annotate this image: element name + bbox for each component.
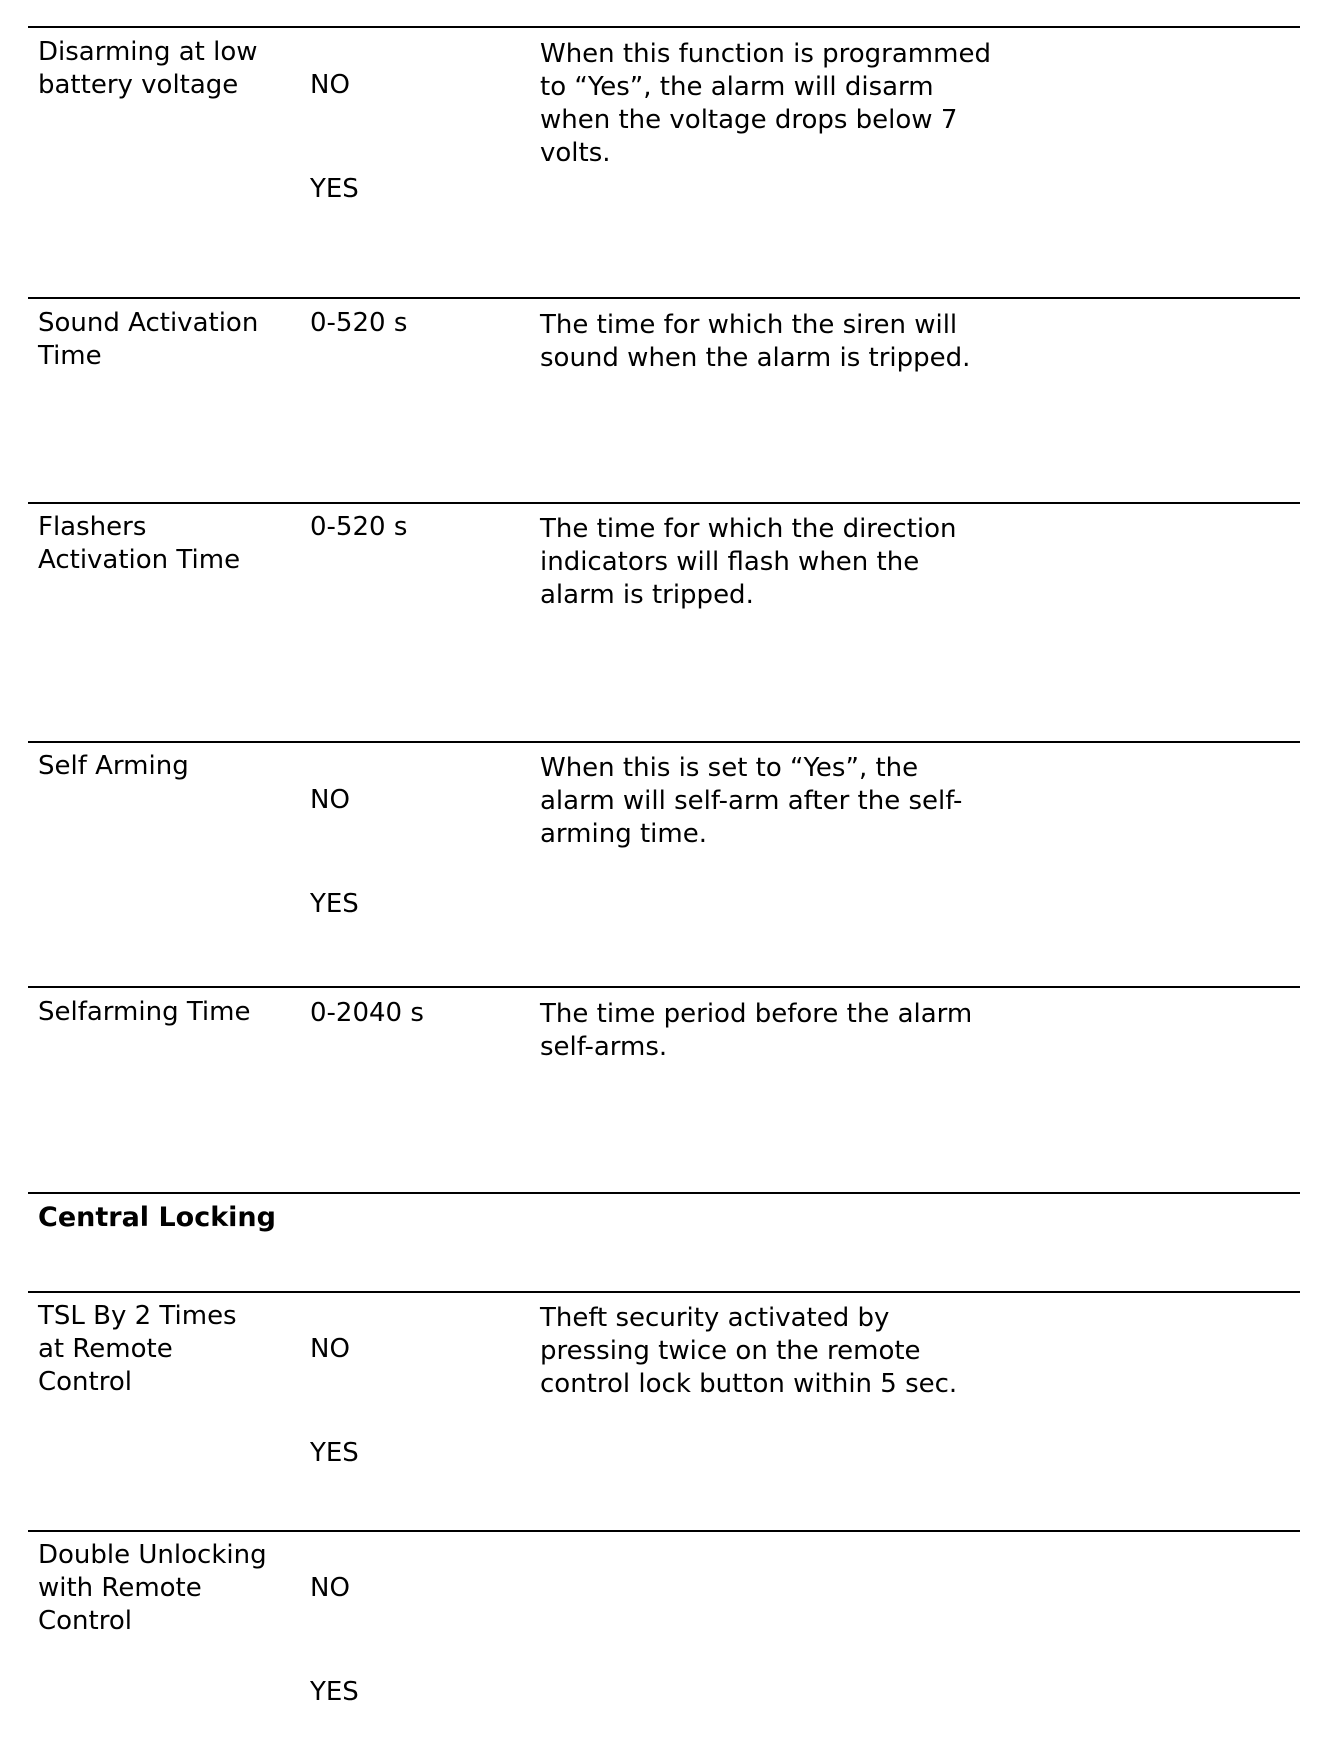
table-top-rule (28, 26, 1300, 28)
row-label-disarming-low-voltage: Disarming at low battery voltage (38, 37, 258, 100)
row-divider (28, 1291, 1300, 1293)
option-yes: YES (310, 1677, 359, 1707)
row-options-double-unlocking (310, 1539, 510, 1742)
row-description-disarming-low-voltage: When this function is programmed to “Yes”, the alarm will disarm when the voltage drops below 7 volts. (540, 39, 991, 168)
option-yes: YES (310, 889, 359, 919)
row-divider (28, 986, 1300, 988)
row-description-flashers-activation-time: The time for which the direction indicators will flash when the alarm is tripped. (540, 514, 957, 610)
option-yes: YES (310, 1438, 359, 1468)
row-label-double-unlocking: Double Unlocking with Remote Control (38, 1540, 267, 1636)
row-label-tsl-by-2-times: TSL By 2 Times at Remote Control (38, 1301, 237, 1397)
section-heading-central-locking: Central Locking (38, 1202, 276, 1233)
option-yes: YES (310, 174, 359, 204)
option-no: NO (310, 1573, 350, 1603)
row-description-sound-activation-time: The time for which the siren will sound when the alarm is tripped. (540, 310, 971, 373)
option-no: NO (310, 1334, 350, 1364)
row-divider (28, 502, 1300, 504)
row-divider (28, 741, 1300, 743)
row-value-flashers-activation-time: 0-520 s (310, 512, 408, 542)
row-divider (28, 1192, 1300, 1194)
row-value-selfarming-time: 0-2040 s (310, 998, 424, 1028)
row-label-selfarming-time: Selfarming Time (38, 997, 251, 1027)
row-value-sound-activation-time: 0-520 s (310, 308, 408, 338)
row-description-tsl-by-2-times: Theft security activated by pressing twice on the remote control lock button within 5 sec. (540, 1303, 958, 1399)
row-label-sound-activation-time: Sound Activation Time (38, 308, 259, 371)
row-description-selfarming-time: The time period before the alarm self-arms. (540, 999, 973, 1062)
row-divider (28, 1530, 1300, 1532)
row-label-self-arming: Self Arming (38, 751, 189, 781)
row-options-tsl-by-2-times (310, 1300, 510, 1503)
row-description-self-arming: When this is set to “Yes”, the alarm will self-arm after the self- arming time. (540, 753, 963, 849)
row-options-self-arming (310, 751, 510, 954)
option-no: NO (310, 70, 350, 100)
option-no: NO (310, 785, 350, 815)
row-label-flashers-activation-time: Flashers Activation Time (38, 512, 241, 575)
row-options-disarming-low-voltage (310, 36, 510, 239)
row-divider (28, 297, 1300, 299)
